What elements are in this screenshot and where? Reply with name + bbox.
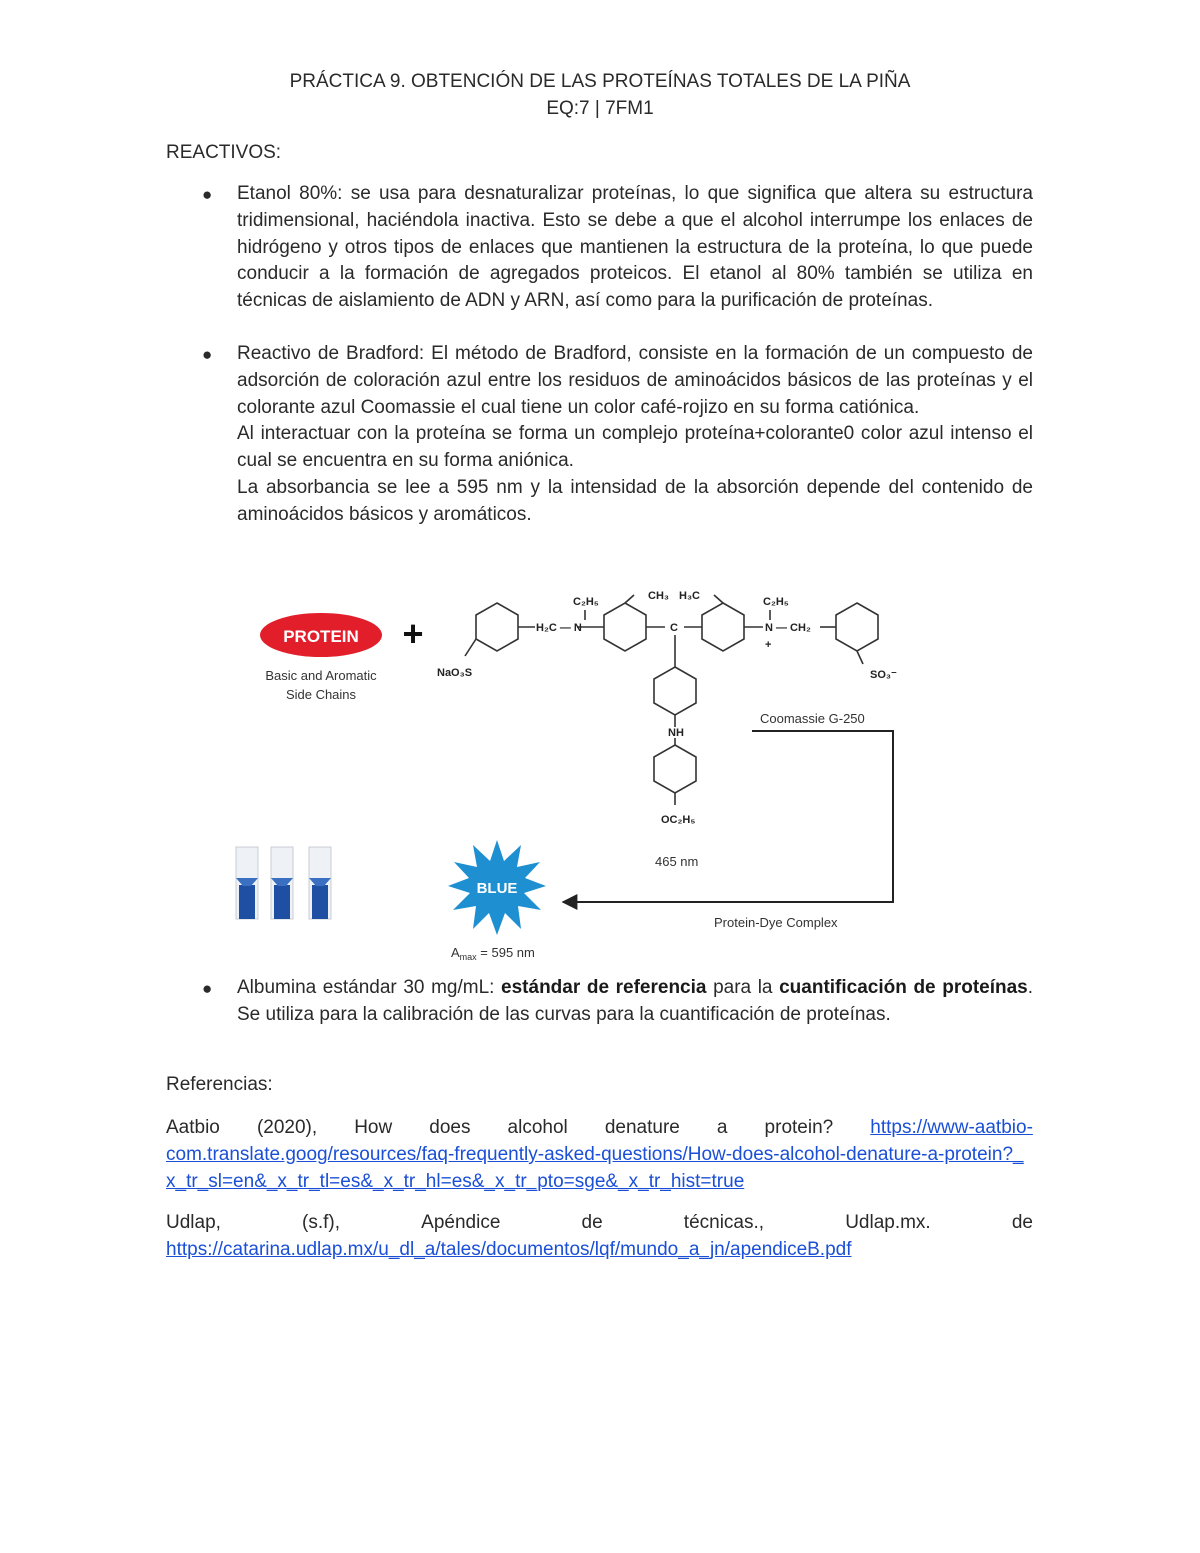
document-subtitle: EQ:7 | 7FM1: [546, 98, 654, 119]
document-title: PRÁCTICA 9. OBTENCIÓN DE LAS PROTEÍNAS TOTALES DE LA PIÑA: [289, 71, 911, 92]
section-heading-reactivos: REACTIVOS:: [166, 142, 282, 163]
benzene-ring-center-right: [702, 603, 744, 651]
chem-label-c2h5-right: C₂H₅: [763, 596, 789, 608]
bold-estandar-referencia: estándar de referencia: [501, 977, 707, 998]
chem-label-n-ch2: N — CH₂: [765, 622, 811, 634]
reference-aatbio-citation: Aatbio (2020), How does alcohol denature a protein? https://www-aatbio-: [166, 1114, 1033, 1141]
complex-label: Protein-Dye Complex: [714, 915, 838, 930]
dye-name-label: Coomassie G-250: [760, 711, 865, 726]
chem-label-ch3: CH₃: [648, 590, 669, 602]
reference-udlap-link[interactable]: https://catarina.udlap.mx/u_dl_a/tales/documentos/lqf/mundo_a_jn/apendiceB.pdf: [166, 1239, 852, 1260]
reference-udlap-citation: Udlap, (s.f), Apéndice de técnicas., Udlap.mx. de: [166, 1212, 1033, 1233]
dye-wavelength-label: 465 nm: [655, 854, 699, 869]
side-chains-label-1: Basic and Aromatic: [265, 668, 377, 683]
list-item-albumina: [166, 975, 1033, 1029]
list-item-bradford: [166, 341, 1033, 529]
cuvettes: [236, 847, 331, 919]
paragraph-etanol: Etanol 80%: se usa para desnaturalizar proteínas, lo que significa que altera su estructura tridimensional, haciéndola inactiva. Esto se debe a que el alcohol interrumpe los enlaces de hidrógeno y otros tipos de enlaces que mantienen la estructura de la proteína, lo que puede conducir a la formación de agregados proteicos. El etanol al 80% también se utiliza en técnicas de aislamiento de ADN y ARN, así como para la purificación de proteínas.: [237, 183, 1033, 312]
chem-label-c2h5-left: C₂H₅: [573, 596, 599, 608]
reference-aatbio-link[interactable]: com.translate.goog/resources/faq-frequently-asked-questions/How-does-alcohol-denature-a-protein?_x_tr_sl=en&_x_tr_tl=es&_x_tr_hl=es&_x_tr_pto=sge&_x_tr_hist=true: [166, 1144, 1024, 1192]
blue-label: BLUE: [476, 880, 518, 897]
bullet-icon: ●: [202, 345, 213, 364]
paragraph-bradford-1: Reactivo de Bradford: El método de Bradford, consiste en la formación de un compuesto de adsorción de coloración azul entre los residuos de aminoácidos básicos de las proteínas y el colorante azul Coomassie el cual tiene un color café-rojizo en su forma catiónica.: [237, 343, 1033, 418]
chem-label-so3: SO₃⁻: [870, 669, 897, 681]
reference-udlap: [166, 1209, 1033, 1263]
benzene-ring-bottom: [654, 745, 696, 793]
bullet-icon: ●: [202, 185, 213, 204]
reference-aatbio: [166, 1114, 1033, 1195]
paragraph-albumina: Albumina estándar 30 mg/mL: estándar de referencia para la cuantificación de proteínas. Se utiliza para la calibración de las curvas para la cuantificación de proteínas.: [237, 977, 1034, 1025]
amax-label: $A_{max} = 595$ nm: [451, 945, 535, 962]
reaction-arrow: [563, 731, 893, 902]
protein-label: PROTEIN: [283, 627, 359, 646]
reference-aatbio-link-start[interactable]: https://www-aatbio-: [870, 1117, 1033, 1138]
bullet-icon: ●: [202, 979, 213, 998]
chem-label-c-center: C: [670, 622, 678, 634]
paragraph-bradford-3: La absorbancia se lee a 595 nm y la intensidad de la absorción depende del contenido de aminoácidos básicos y aromáticos.: [237, 476, 1033, 525]
chem-label-oc2h5: OC₂H₅: [661, 814, 696, 826]
side-chains-label-2: Side Chains: [285, 687, 357, 702]
chem-label-h2c-n: H₂C — N: [536, 622, 582, 634]
chem-label-plus-charge: +: [765, 639, 772, 651]
benzene-ring-center-left: [604, 603, 646, 651]
paragraph-bradford-2: Al interactuar con la proteína se forma un complejo proteína+colorante0 color azul intenso el cual se encuentra en su forma aniónica.: [237, 423, 1033, 472]
plus-sign: +: [402, 613, 424, 654]
chem-label-h3c: H₃C: [679, 590, 700, 602]
benzene-ring-left: [476, 603, 518, 651]
benzene-ring-right: [836, 603, 878, 651]
benzene-ring-middle: [654, 667, 696, 715]
chem-label-nao3s: NaO₃S: [437, 667, 473, 679]
bold-cuantificacion-proteinas: cuantificación de proteínas: [779, 977, 1028, 998]
chem-label-nh: NH: [668, 727, 684, 739]
list-item-etanol: [166, 181, 1033, 315]
references-heading: Referencias:: [166, 1074, 273, 1095]
bradford-reaction-figure: [225, 580, 915, 965]
